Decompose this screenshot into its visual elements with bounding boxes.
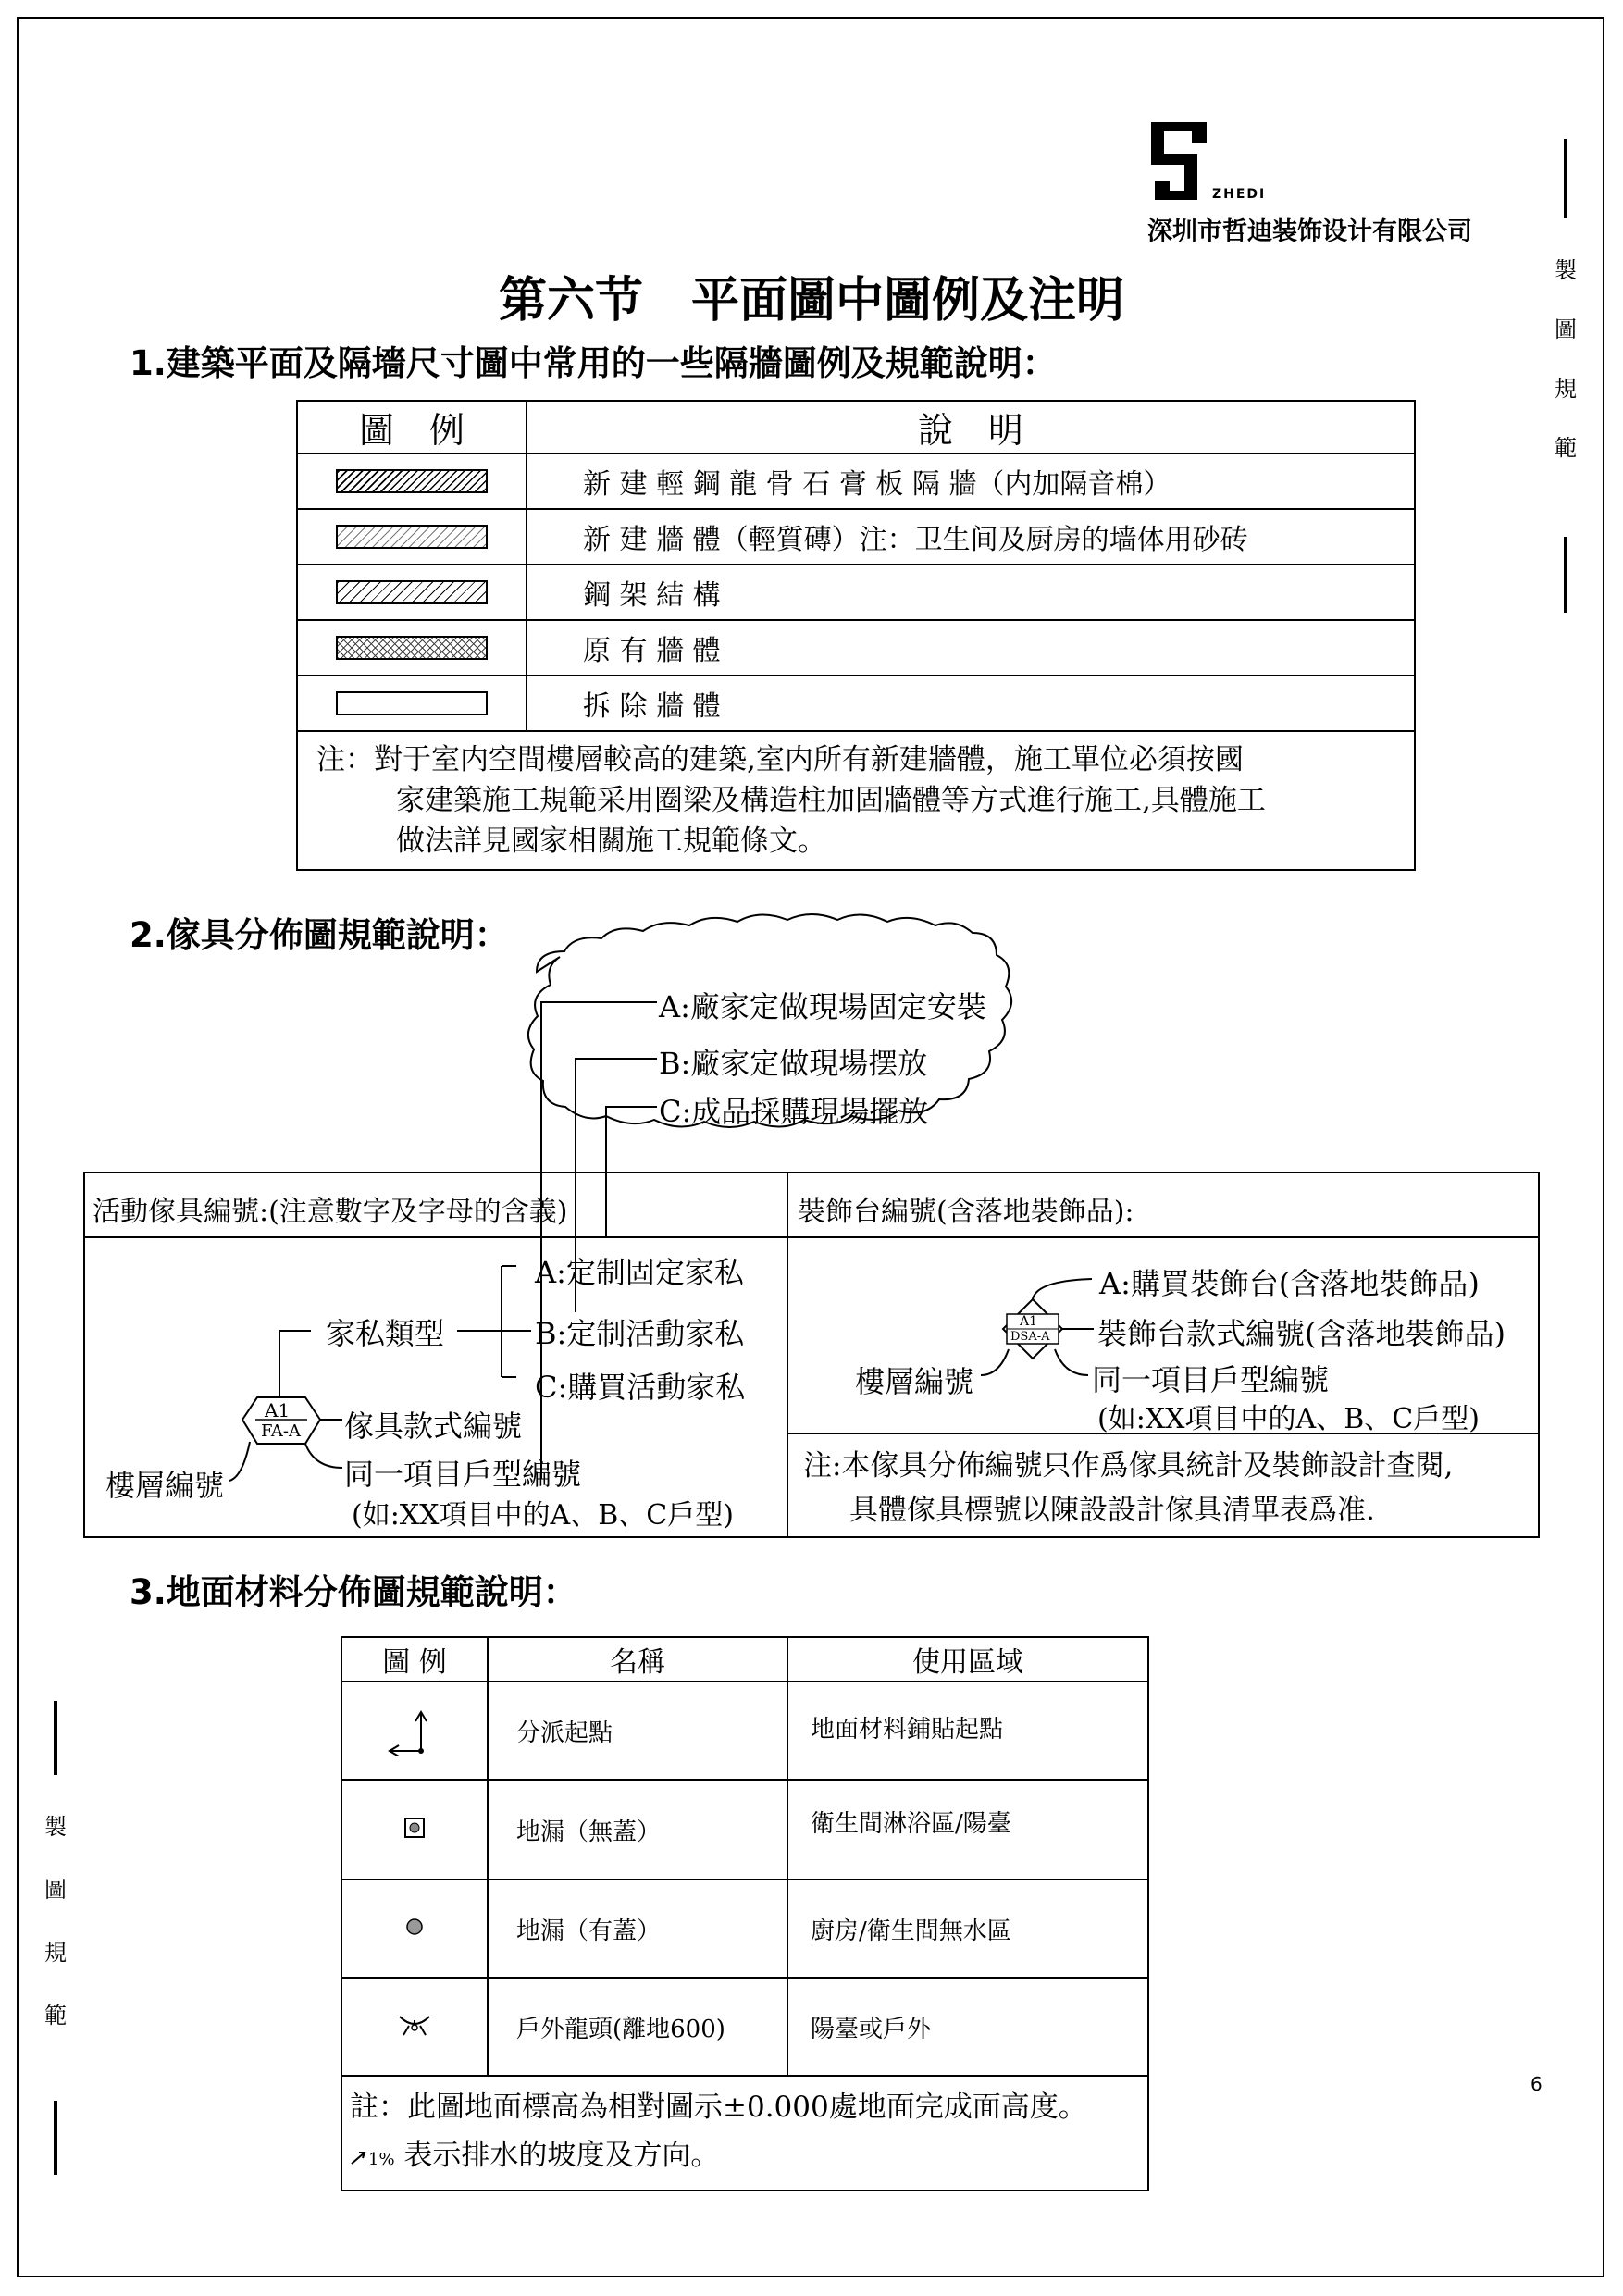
wall-desc: 新 建 牆 體（輕質磚）注：卫生间及厨房的墙体用砂砖: [527, 509, 1415, 565]
row-area: 陽臺或戶外: [787, 1978, 1148, 2076]
row-name: 戶外龍頭(離地600): [488, 1978, 787, 2076]
unit-type-label: 同一項目戶型編號: [344, 1457, 582, 1492]
furniture-style-label: 傢具款式編號: [344, 1409, 523, 1444]
section3-note: 註：此圖地面標高為相對圖示±0.000處地面完成面高度。 1% 表示排水的坡度及方向。: [341, 2076, 1148, 2191]
side-label-right: 製 圖 規 範: [1555, 257, 1577, 461]
furniture-type-b: B:定制活動家私: [535, 1316, 745, 1351]
decor-unit-example: (如:XX項目中的A、B、C戶型): [1097, 1403, 1480, 1435]
page-title: 第六节 平面圖中圖例及注明: [498, 273, 1124, 329]
floor-number-label: 樓層編號: [105, 1468, 225, 1503]
col-name: 名稱: [488, 1637, 787, 1682]
furniture-type-c: C:購買活動家私: [535, 1370, 746, 1405]
cloud-b: B:廠家定做現場摆放: [659, 1046, 928, 1081]
decor-tag-top: A1: [1020, 1314, 1038, 1329]
start-point-icon: [382, 1701, 447, 1756]
col-area: 使用區域: [787, 1637, 1148, 1682]
cloud-c: C:成品採購現場擺放: [659, 1094, 929, 1129]
decor-style-label: 裝飾台款式編號(含落地裝飾品): [1097, 1316, 1505, 1351]
decor-floor-label: 樓層編號: [855, 1364, 974, 1399]
left-header: 活動傢具編號:(注意數字及字母的含義): [93, 1196, 568, 1228]
section1-note: 注：對于室内空間樓層較高的建築,室内所有新建牆體，施工單位必須按國 家建築施工規範采用圈梁及構造柱加固牆體等方式進行施工,具體施工 做法詳見國家相關施工規範條文。: [297, 731, 1415, 870]
logo-text: ZHEDI: [1212, 187, 1267, 202]
row-name: 地漏（無蓋）: [488, 1780, 787, 1880]
col-legend: 圖 例: [341, 1637, 488, 1682]
unit-type-example: (如:XX項目中的A、B、C戶型): [352, 1499, 734, 1532]
furniture-tag-top: A1: [265, 1399, 291, 1421]
col-desc-header: 說 明: [527, 401, 1415, 453]
section2-heading: 2.傢具分佈圖規範說明：: [130, 915, 509, 955]
row-name: 分派起點: [488, 1682, 787, 1780]
wall-desc: 鋼 架 結 構: [527, 565, 1415, 620]
outdoor-faucet-icon: [396, 2011, 433, 2039]
wall-desc: 拆 除 牆 體: [527, 676, 1415, 731]
furniture-type-label: 家私類型: [326, 1316, 445, 1351]
furniture-type-a: A:定制固定家私: [535, 1255, 744, 1290]
page-number: 6: [1530, 2073, 1542, 2095]
cloud-a: A:廠家定做現場固定安裝: [659, 989, 986, 1024]
decor-note: 注:本傢具分佈編號只作爲傢具統計及裝飾設計查閱, 具體傢具標號以陳設設計傢具清單表爲准.: [803, 1449, 1454, 1527]
col-legend-header: 圖 例: [297, 401, 527, 453]
decor-unit-label: 同一項目戶型編號: [1092, 1362, 1330, 1397]
row-area: 衛生間淋浴區/陽臺: [787, 1780, 1148, 1880]
row-name: 地漏（有蓋）: [488, 1880, 787, 1978]
company-name: 深圳市哲迪装饰设计有限公司: [1147, 217, 1472, 246]
wall-desc: 原 有 牆 體: [527, 620, 1415, 676]
floor-material-table: [341, 1636, 1149, 2191]
row-area: 地面材料鋪貼起點: [787, 1682, 1148, 1780]
decor-tag-bottom: DSA-A: [1010, 1330, 1050, 1344]
floor-drain-covered-icon: [403, 1916, 426, 1938]
right-header: 裝飾台編號(含落地裝飾品):: [798, 1196, 1134, 1228]
section1-heading: 1.建築平面及隔墻尺寸圖中常用的一些隔牆圖例及規範說明：: [130, 343, 1057, 383]
row-area: 廚房/衛生間無水區: [787, 1880, 1148, 1978]
section3-heading: 3.地面材料分佈圖規範說明：: [130, 1572, 577, 1612]
slope-label: 1%: [368, 2149, 395, 2169]
furniture-tag-bottom: FA-A: [261, 1421, 302, 1441]
decor-type-a: A:購買裝飾台(含落地裝飾品): [1099, 1266, 1480, 1301]
side-label-left: 製 圖 規 範: [44, 1814, 67, 2029]
wall-desc: 新 建 輕 鋼 龍 骨 石 膏 板 隔 牆（内加隔音棉）: [527, 453, 1415, 509]
floor-drain-open-icon: [403, 1817, 426, 1839]
slope-arrow-icon: [350, 2147, 368, 2166]
